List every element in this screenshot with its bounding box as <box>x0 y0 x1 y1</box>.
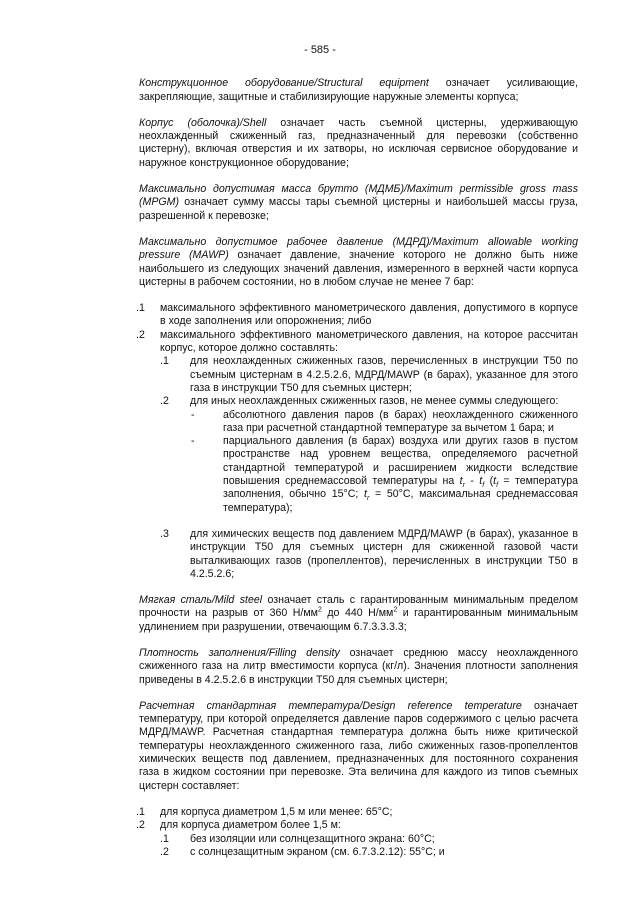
mawp-list <box>136 302 578 581</box>
list-item <box>139 846 578 859</box>
definition-mawp <box>139 236 578 289</box>
item-text: для иных неохлажденных сжиженных газов, не менее суммы следующего: <box>190 395 559 408</box>
definition-text: означает сумму массы тары съемной цистерны и наибольшей массы груза, разрешенной к перевозке; <box>139 196 578 222</box>
list-item <box>136 302 578 329</box>
term: Корпус (оболочка)/Shell <box>139 116 267 129</box>
item-text: для химических веществ под давлением МДРД/MAWP (в барах), указанное в инструкции T50 для съемных цистерн для сжиженной газовой части выталкивающих газов (пропеллентов), перечисленных в инструкции T50 в 4.2.5.2.6; <box>190 527 578 580</box>
item-number: .2 <box>160 845 169 858</box>
list-item <box>139 435 578 515</box>
subscript: r <box>366 495 370 503</box>
text-run: - <box>464 475 480 488</box>
subscript: r <box>462 482 465 490</box>
item-text: абсолютного давления паров (в барах) неохлажденного сжиженного газа при расчетной стандартной температуре за вычетом 1 бара; и <box>223 408 578 434</box>
definition-text: означает давление, значение которого не должно быть ниже наибольшего из следующих значений давления, измеренного в верхней части корпуса цистерны в рабочем состоянии, но в любом случае не менее 7 бар: <box>139 249 578 288</box>
text-run: = 50°С, максимальная среднемассовая температура); <box>223 488 578 514</box>
definition-structural-equipment <box>139 77 578 104</box>
definition-mild-steel <box>139 594 578 634</box>
term: Расчетная стандартная температура/Design reference temperature <box>139 699 522 712</box>
list-item <box>136 805 578 819</box>
definition-text: означает сталь с гарантированным минимальным пределом прочности на разрыв от 360 Н/мм <box>139 594 579 620</box>
definition-text: означает температуру, при которой определяется давление паров содержимого с целью расчета МДРД/MAWP. Расчетная стандартная температура должна быть ниже критической температуры неохлажденного сжиженного газа, либо сжиженных газов-пропеллентов химических веществ под давлением, предназначенных для постоянного сохранения газа в жидком состоянии при перевозке. Эта величина для каждого из типов съемных цистерн составляет: <box>139 699 578 792</box>
item-text: для неохлажденных сжиженных газов, перечисленных в инструкции T50 по съемным цистернам в 4.2.5.2.6, МДРД/MAWP (в барах), указанное для этого газа в инструкции T50 для съемных цистерн; <box>190 355 578 394</box>
item-number: .2 <box>136 328 145 341</box>
item-text: с солнцезащитным экраном (см. 6.7.3.2.12): 55°С; и <box>190 845 445 858</box>
item-text: максимального эффективного манометрического давления, на которое рассчитан корпус, которое должно составлять: <box>160 328 578 355</box>
item-number: .2 <box>136 819 145 832</box>
item-number: .1 <box>160 355 169 368</box>
definition-filling-density <box>139 647 578 687</box>
list-item <box>136 328 578 356</box>
superscript: 2 <box>317 606 322 614</box>
superscript: 2 <box>393 606 398 614</box>
list-item <box>139 528 578 581</box>
term: Мягкая сталь/Mild steel <box>139 594 263 607</box>
subscript: f <box>496 482 499 490</box>
item-dash: - <box>191 435 195 448</box>
term: Плотность заполнения/Filling density <box>139 646 340 659</box>
definition-text: означает часть съемной цистерны, удерживающую неохлажденный сжиженный газ, предназначенный для перевозки (собственно цистерну), включая отверстия и их затворы, но исключая сервисное оборудование и наружное конструкционное оборудование; <box>139 116 578 169</box>
list-item <box>139 409 578 436</box>
symbol: t <box>479 475 483 488</box>
definition-mpgm <box>139 183 578 223</box>
item-dash: - <box>191 408 195 421</box>
temperature-list <box>136 805 578 859</box>
item-text <box>223 435 578 515</box>
item-text: без изоляции или солнцезащитного экрана: 60°С; <box>190 832 435 845</box>
item-text: для корпуса диаметром 1,5 м или менее: 65°С; <box>160 805 393 818</box>
definition-shell <box>139 117 578 170</box>
symbol: t <box>493 475 497 488</box>
item-number: .1 <box>136 302 145 315</box>
definition-design-temperature <box>139 700 578 793</box>
list-item <box>139 833 578 846</box>
subscript: f <box>482 482 485 490</box>
list-item <box>139 355 578 395</box>
definition-text: до 440 Н/мм <box>321 607 394 620</box>
item-number: .2 <box>160 395 169 408</box>
text-run: ( <box>484 475 494 488</box>
item-number: .1 <box>136 805 145 818</box>
list-item <box>136 819 578 832</box>
text-run: = температура заполнения, обычно 15°С; <box>223 475 578 501</box>
definition-text: означает среднюю массу неохлажденного сжиженного газа на литр вместимости корпуса (кг/л). Значения плотности заполнения приведены в 4.2.5.2.6 в инструкции T50 для съемных цистерн; <box>139 646 578 686</box>
symbol: t <box>459 475 463 488</box>
definition-text: означает усиливающие, закрепляющие, защитные и стабилизирующие наружные элементы корпуса; <box>139 77 578 103</box>
item-text: для корпуса диаметром более 1,5 м: <box>160 819 341 832</box>
term: Максимально допустимая масса брутто (МДМБ)/Maximum permissible gross mass (MPGM) <box>139 183 578 209</box>
item-number: .3 <box>160 527 169 540</box>
term: Максимально допустимое рабочее давление (МДРД)/Maximum allowable working pressure (MAWP) <box>139 235 578 262</box>
text-run: парциального давления (в барах) воздуха или других газов в пустом пространстве над уровнем вещества, определяемого расчетной стандартной температурой и расширением жидкости вследствие повышения среднемассовой температуры на <box>223 435 578 488</box>
item-text: максимального эффективного манометрического давления, допустимого в корпусе в ходе заполнения или опорожнения; либо <box>160 302 578 328</box>
term: Конструкционное оборудование/Structural equipment <box>139 77 429 90</box>
definition-text: и гарантированным минимальным удлинением при разрушении, отвечающим 6.7.3.3.3.3; <box>139 607 578 633</box>
item-number: .1 <box>160 832 169 845</box>
page-number: - 585 - <box>304 44 336 56</box>
symbol: t <box>364 488 367 501</box>
list-item <box>139 395 578 408</box>
spacer <box>139 515 578 528</box>
